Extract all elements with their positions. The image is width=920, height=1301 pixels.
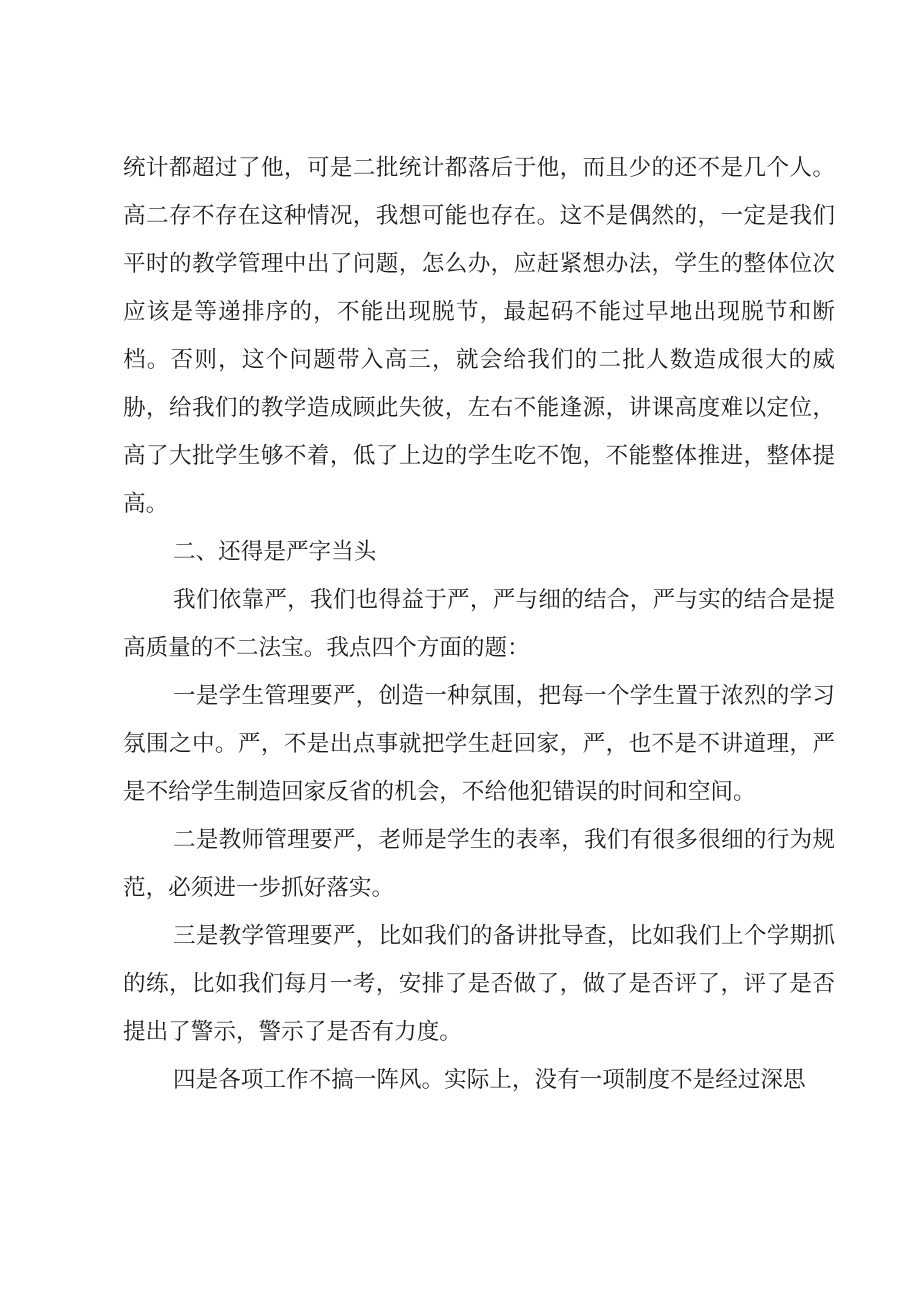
paragraph-point-3: 三是教学管理要严，比如我们的备讲批导查，比如我们上个学期抓的练，比如我们每月一考，安排了是否做了，做了是否评了，评了是否提出了警示，警示了是否有力度。 [123, 923, 835, 1045]
paragraph-point-1: 一是学生管理要严，创造一种氛围，把每一个学生置于浓烈的学习氛围之中。严，不是出点事就把学生赶回家，严，也不是不讲道理，严是不给学生制造回家反省的机会，不给他犯错误的时间和空间。 [123, 683, 835, 805]
paragraph-point-2: 二是教师管理要严，老师是学生的表率，我们有很多很细的行为规范，必须进一步抓好落实。 [123, 827, 835, 901]
body-text [123, 144, 835, 1104]
paragraph-intro: 我们依靠严，我们也得益于严，严与细的结合，严与实的结合是提高质量的不二法宝。我点四个方面的题： [123, 587, 835, 661]
paragraph-point-4: 四是各项工作不搞一阵风。实际上，没有一项制度不是经过深思 [173, 1067, 806, 1093]
paragraph-continuation: 统计都超过了他，可是二批统计都落后于他，而且少的还不是几个人。高二存不存在这种情况，我想可能也存在。这不是偶然的，一定是我们平时的教学管理中出了问题，怎么办，应赶紧想办法，学生的整体位次应该是等递排序的，不能出现脱节，最起码不能过早地出现脱节和断档。否则，这个问题带入高三，就会给我们的二批人数造成很大的威胁，给我们的教学造成顾此失彼，左右不能逢源，讲课高度难以定位，高了大批学生够不着，低了上边的学生吃不饱，不能整体推进，整体提高。 [123, 155, 835, 517]
section-heading: 二、还得是严字当头 [173, 539, 377, 565]
